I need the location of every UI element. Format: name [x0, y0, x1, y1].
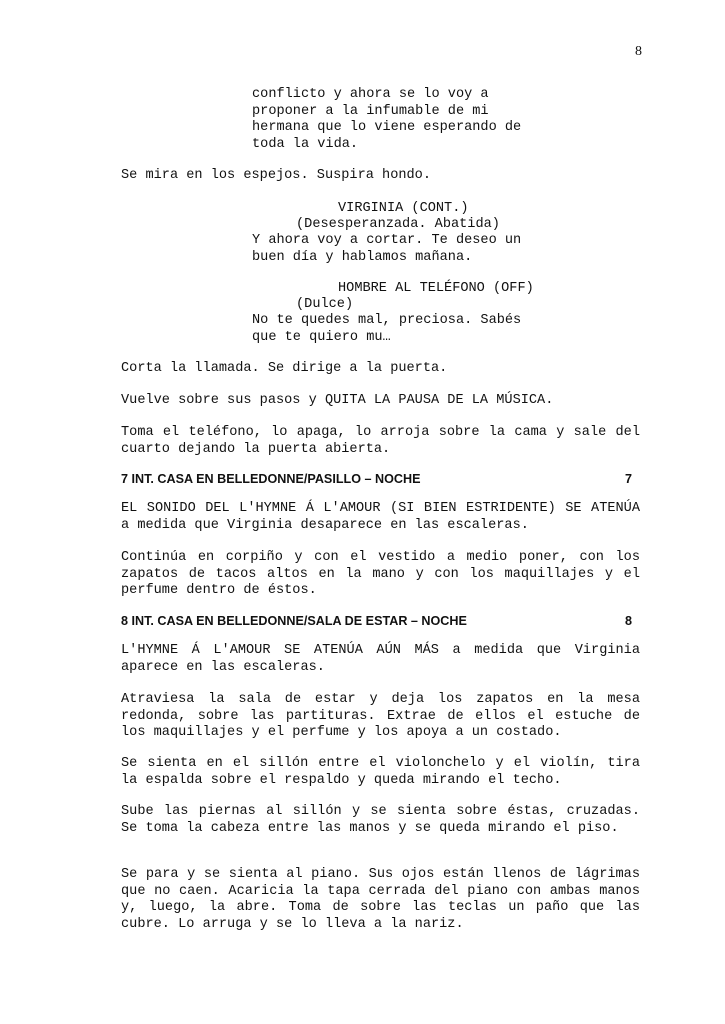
dialogue-continuation: conflicto y ahora se lo voy a proponer a la infumable de mi hermana que lo viene esperando de toda la vida.	[252, 87, 522, 152]
action-line: Se sienta en el sillón entre el violonchelo y el violín, tira la espalda sobre el respaldo y queda mirando el techo.	[121, 756, 640, 788]
scene-heading-text: 8 INT. CASA EN BELLEDONNE/SALA DE ESTAR – NOCHE	[121, 614, 467, 628]
character-cue: VIRGINIA (CONT.)	[338, 201, 469, 216]
dialogue: No te quedes mal, preciosa. Sabés que te quiero mu…	[252, 313, 522, 345]
action-line: EL SONIDO DEL L'HYMNE Á L'AMOUR (SI BIEN ESTRIDENTE) SE ATENÚA a medida que Virginia desaparece en las escaleras.	[121, 501, 640, 533]
action-line: Corta la llamada. Se dirige a la puerta.	[121, 361, 448, 376]
action-line: Continúa en corpiño y con el vestido a medio poner, con los zapatos de tacos altos en la mano y con los maquillajes y el perfume dentro de éstos.	[121, 550, 640, 598]
character-cue: HOMBRE AL TELÉFONO (OFF)	[338, 281, 534, 296]
action-line: L'HYMNE Á L'AMOUR SE ATENÚA AÚN MÁS a medida que Virginia aparece en las escaleras.	[121, 643, 640, 675]
action-line: Atraviesa la sala de estar y deja los zapatos en la mesa redonda, sobre las partituras. Extrae de ellos el estuche de los maquillajes y el perfume y los apoya a un costado.	[121, 692, 640, 740]
action-line: Sube las piernas al sillón y se sienta sobre éstas, cruzadas. Se toma la cabeza entre las manos y se queda mirando el piso.	[121, 804, 640, 836]
scene-number: 7	[624, 472, 632, 486]
action-line: Vuelve sobre sus pasos y QUITA LA PAUSA DE LA MÚSICA.	[121, 393, 554, 408]
action-line: Se mira en los espejos. Suspira hondo.	[121, 168, 431, 183]
dialogue: Y ahora voy a cortar. Te deseo un buen día y hablamos mañana.	[252, 233, 522, 265]
page-number: 8	[635, 44, 642, 59]
action-line: Toma el teléfono, lo apaga, lo arroja sobre la cama y sale del cuarto dejando la puerta abierta.	[121, 425, 640, 457]
scene-number: 8	[624, 614, 632, 628]
scene-heading	[121, 613, 640, 630]
scene-heading	[121, 471, 640, 488]
parenthetical: (Desesperanzada. Abatida)	[296, 217, 500, 232]
parenthetical: (Dulce)	[296, 297, 354, 312]
action-line: Se para y se sienta al piano. Sus ojos están llenos de lágrimas que no caen. Acaricia la tapa cerrada del piano con ambas manos y, luego, la abre. Toma de sobre las teclas un paño que las cubre. Lo arruga y se lo lleva a la nariz.	[121, 867, 640, 932]
scene-heading-text: 7 INT. CASA EN BELLEDONNE/PASILLO – NOCHE	[121, 472, 421, 486]
